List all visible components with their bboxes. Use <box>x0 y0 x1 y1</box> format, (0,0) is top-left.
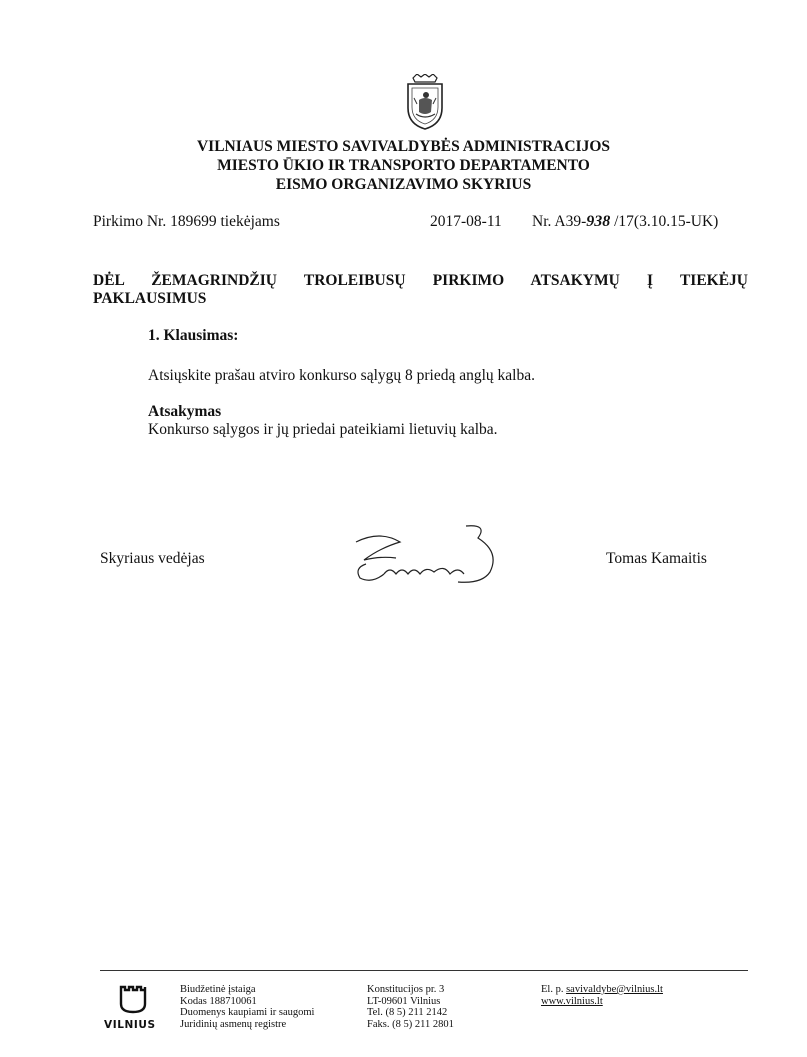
recipient-text: Pirkimo Nr. 189699 tiekėjams <box>93 213 280 230</box>
footer-line: Kodas 188710061 <box>180 995 257 1007</box>
footer-contact-info <box>541 984 663 1007</box>
question-text: Atsiųskite prašau atviro konkurso sąlygų 8 priedą anglų kalba. <box>148 367 535 384</box>
footer-line: Biudžetinė įstaiga <box>180 984 256 995</box>
subject-line-1: DĖL ŽEMAGRINDŽIŲ TROLEIBUSŲ PIRKIMO ATSAKYMŲ Į TIEKĖJŲ <box>93 272 748 289</box>
email-label: El. p. <box>541 984 567 995</box>
signature-image <box>350 520 500 595</box>
number-prefix: Nr. A39- <box>532 213 587 230</box>
footer-email-line <box>541 984 663 996</box>
brand-wordmark: VILNIUS <box>104 1019 156 1031</box>
header-line-2: MIESTO ŪKIO IR TRANSPORTO DEPARTAMENTO <box>217 157 590 174</box>
footer-divider <box>100 970 748 971</box>
website-link[interactable]: www.vilnius.lt <box>541 995 603 1007</box>
signatory-role: Skyriaus vedėjas <box>100 550 205 567</box>
answer-text: Konkurso sąlygos ir jų priedai pateikiami lietuvių kalba. <box>148 421 498 438</box>
document-date: 2017-08-11 <box>430 213 502 230</box>
number-handwritten: 938 <box>586 213 611 230</box>
castle-icon <box>118 984 148 1014</box>
footer-line: Duomenys kaupiami ir saugomi <box>180 1007 315 1019</box>
signatory-name: Tomas Kamaitis <box>606 550 707 567</box>
header-line-3: EISMO ORGANIZAVIMO SKYRIUS <box>275 176 532 193</box>
number-suffix: /17(3.10.15-UK) <box>614 213 719 230</box>
footer-line: Konstitucijos pr. 3 <box>367 984 445 995</box>
email-link[interactable]: savivaldybe@vilnius.lt <box>566 984 663 995</box>
question-heading: 1. Klausimas: <box>148 327 239 344</box>
footer-line: LT-09601 Vilnius <box>367 995 441 1007</box>
header-line-1: VILNIAUS MIESTO SAVIVALDYBĖS ADMINISTRACIJOS <box>196 138 611 155</box>
document-number <box>532 213 718 231</box>
footer-line: Tel. (8 5) 211 2142 <box>367 1007 448 1019</box>
answer-heading: Atsakymas <box>148 403 222 420</box>
footer-line: Juridinių asmenų registre <box>180 1018 287 1030</box>
subject-line-2: PAKLAUSIMUS <box>93 290 207 307</box>
footer-line: Faks. (8 5) 211 2801 <box>367 1018 454 1030</box>
footer-address-info <box>367 984 454 1030</box>
coat-of-arms-icon <box>405 74 445 130</box>
footer-institution-info <box>180 984 314 1030</box>
